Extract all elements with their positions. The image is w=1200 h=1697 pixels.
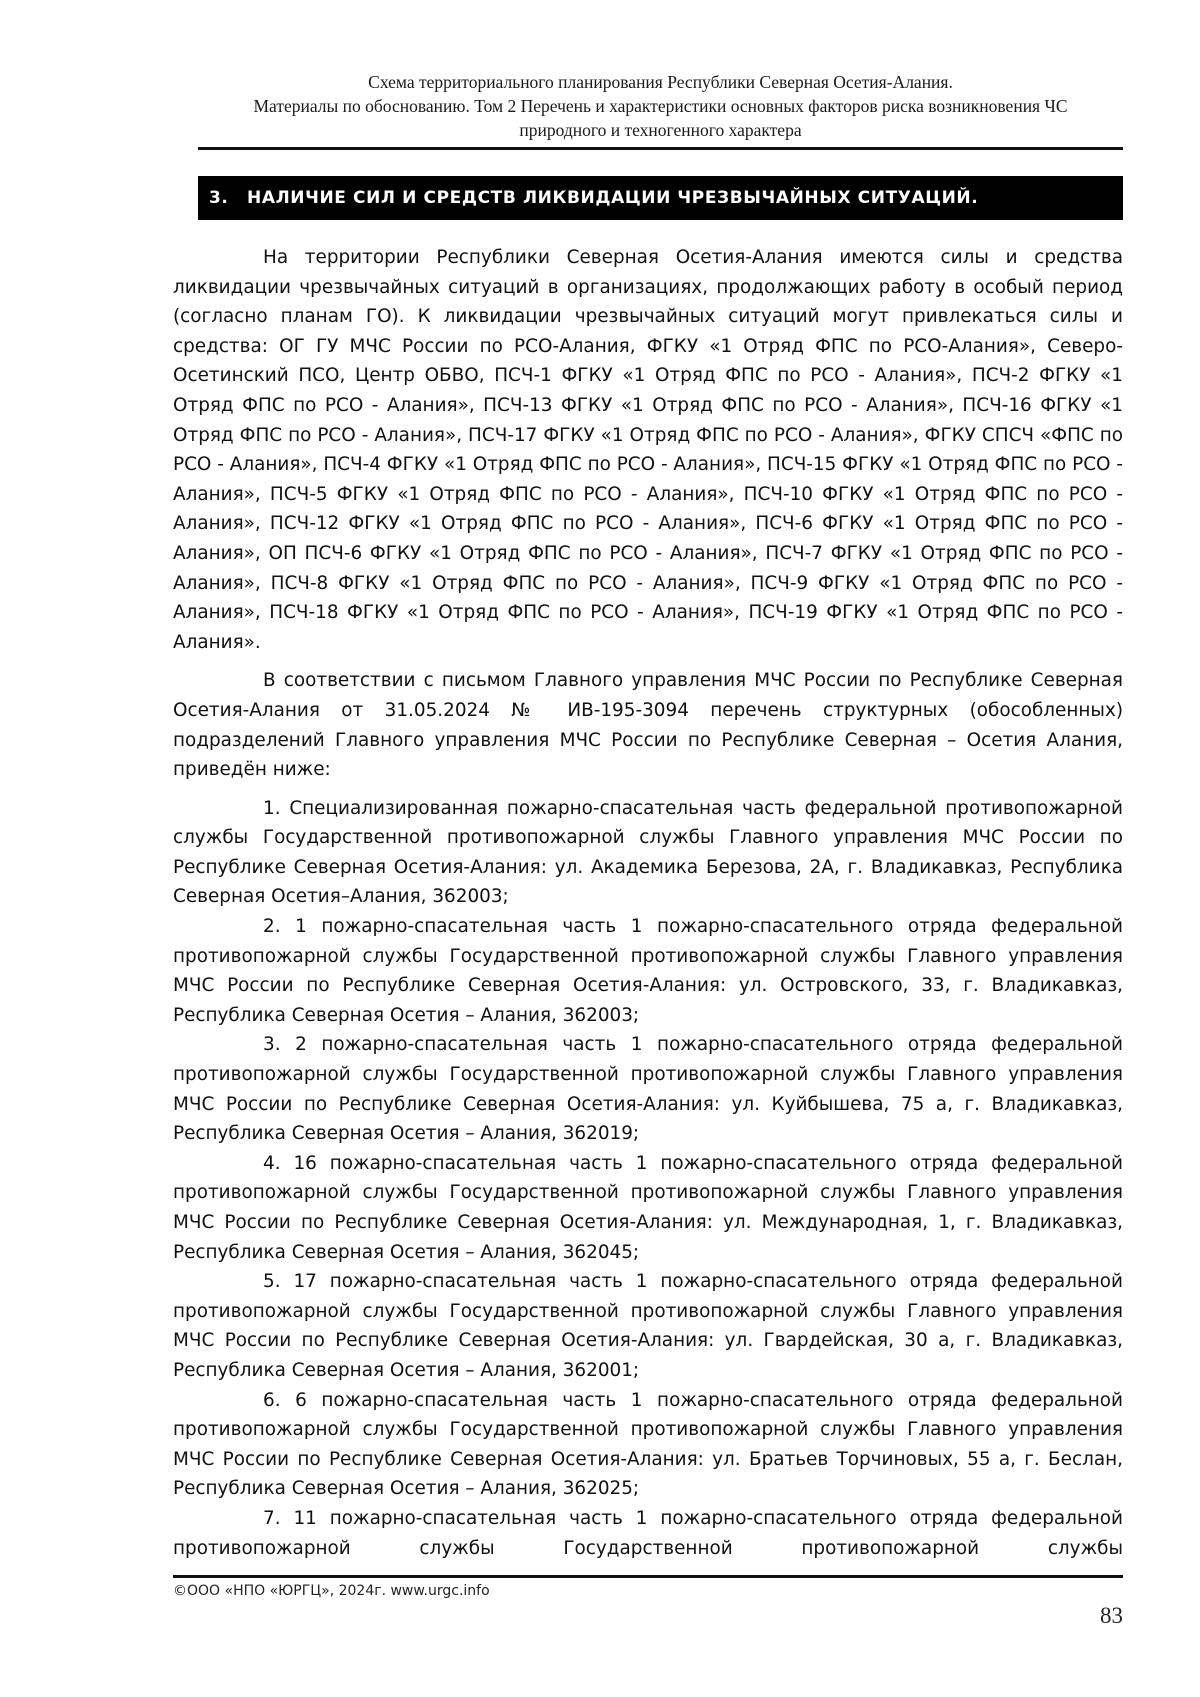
intro-paragraph: На территории Республики Северная Осетия-Алания имеются силы и средства ликвидации чрезвычайных ситуаций в организациях, продолжающих работу в особый период (согласно планам ГО). К ликвидации чрезвычайных ситуаций могут привлекаться силы и средства: ОГ ГУ МЧС России по РСО-Алания, ФГКУ «1 Отряд ФПС по РСО-Алания», Северо-Осетинский ПСО, Центр ОБВО, ПСЧ-1 ФГКУ «1 Отряд ФПС по РСО - Алания», ПСЧ-2 ФГКУ «1 Отряд ФПС по РСО - Алания», ПСЧ-13 ФГКУ «1 Отряд ФПС по РСО - Алания», ПСЧ-16 ФГКУ «1 Отряд ФПС по РСО - Алания», ПСЧ-17 ФГКУ «1 Отряд ФПС по РСО - Алания», ФГКУ СПСЧ «ФПС по РСО - Алания», ПСЧ-4 ФГКУ «1 Отряд ФПС по РСО - Алания», ПСЧ-15 ФГКУ «1 Отряд ФПС по РСО - Алания», ПСЧ-5 ФГКУ «1 Отряд ФПС по РСО - Алания», ПСЧ-10 ФГКУ «1 Отряд ФПС по РСО - Алания», ПСЧ-12 ФГКУ «1 Отряд ФПС по РСО - Алания», ПСЧ-6 ФГКУ «1 Отряд ФПС по РСО - Алания», ОП ПСЧ-6 ФГКУ «1 Отряд ФПС по РСО - Алания», ПСЧ-7 ФГКУ «1 Отряд ФПС по РСО - Алания», ПСЧ-8 ФГКУ «1 Отряд ФПС по РСО - Алания», ПСЧ-9 ФГКУ «1 Отряд ФПС по РСО - Алания», ПСЧ-18 ФГКУ «1 Отряд ФПС по РСО - Алания», ПСЧ-19 ФГКУ «1 Отряд ФПС по РСО - Алания». <box>173 247 1123 653</box>
list-item: 7. 11 пожарно-спасательная часть 1 пожарно-спасательного отряда федеральной противопожарной службы Государственной противопожарной службы <box>173 1507 1123 1559</box>
list-item: 3. 2 пожарно-спасательная часть 1 пожарно-спасательного отряда федеральной противопожарной службы Государственной противопожарной службы Главного управления МЧС России по Республике Северная Осетия-Алания: ул. Куйбышева, 75 а, г. Владикавказ, Республика Северная Осетия – Алания, 362019; <box>173 1034 1123 1145</box>
letter-reference-paragraph: В соответствии с письмом Главного управления МЧС России по Республике Северная Осетия-Алания от 31.05.2024 № ИВ-195-3094 перечень структурных (обособленных) подразделений Главного управления МЧС России по Республике Северная – Осетия Алания, приведён ниже: <box>173 670 1123 781</box>
list-item: 2. 1 пожарно-спасательная часть 1 пожарно-спасательного отряда федеральной противопожарной службы Государственной противопожарной службы Главного управления МЧС России по Республике Северная Осетия-Алания: ул. Островского, 33, г. Владикавказ, Республика Северная Осетия – Алания, 362003; <box>173 916 1123 1026</box>
page-number: 83 <box>1100 1603 1123 1628</box>
footer-divider <box>173 1575 1123 1578</box>
header-divider <box>198 147 1123 150</box>
section-title: НАЛИЧИЕ СИЛ И СРЕДСТВ ЛИКВИДАЦИИ ЧРЕЗВЫЧАЙНЫХ СИТУАЦИЙ. <box>247 188 979 208</box>
footer-copyright: ©ООО «НПО «ЮРГЦ», 2024г. www.urgc.info <box>173 1583 490 1599</box>
header-title-line: Схема территориального планирования Республики Северная Осетия-Алания. <box>368 72 953 92</box>
header-subtitle-line: Материалы по обоснованию. Том 2 Перечень и характеристики основных факторов риска возникновения ЧС <box>253 96 1068 116</box>
list-item: 1. Специализированная пожарно-спасательная часть федеральной противопожарной службы Государственной противопожарной службы Главного управления МЧС России по Республике Северная Осетия-Алания: ул. Академика Березова, 2А, г. Владикавказ, Республика Северная Осетия–Алания, 362003; <box>173 797 1123 908</box>
list-item: 5. 17 пожарно-спасательная часть 1 пожарно-спасательного отряда федеральной противопожарной службы Государственной противопожарной службы Главного управления МЧС России по Республике Северная Осетия-Алания: ул. Гвардейская, 30 а, г. Владикавказ, Республика Северная Осетия – Алания, 362001; <box>173 1271 1123 1381</box>
section-number: 3. <box>209 188 229 208</box>
page-header <box>198 70 1123 142</box>
subdivision-list <box>173 794 1123 1563</box>
document-body <box>173 243 1123 1563</box>
section-heading <box>198 176 1123 220</box>
list-item: 6. 6 пожарно-спасательная часть 1 пожарно-спасательного отряда федеральной противопожарной службы Государственной противопожарной службы Главного управления МЧС России по Республике Северная Осетия-Алания: ул. Братьев Торчиновых, 55 а, г. Беслан, Республика Северная Осетия – Алания, 362025; <box>173 1389 1123 1500</box>
list-item: 4. 16 пожарно-спасательная часть 1 пожарно-спасательного отряда федеральной противопожарной службы Государственной противопожарной службы Главного управления МЧС России по Республике Северная Осетия-Алания: ул. Международная, 1, г. Владикавказ, Республика Северная Осетия – Алания, 362045; <box>173 1152 1123 1263</box>
header-subtitle-line-2: природного и техногенного характера <box>519 120 802 140</box>
